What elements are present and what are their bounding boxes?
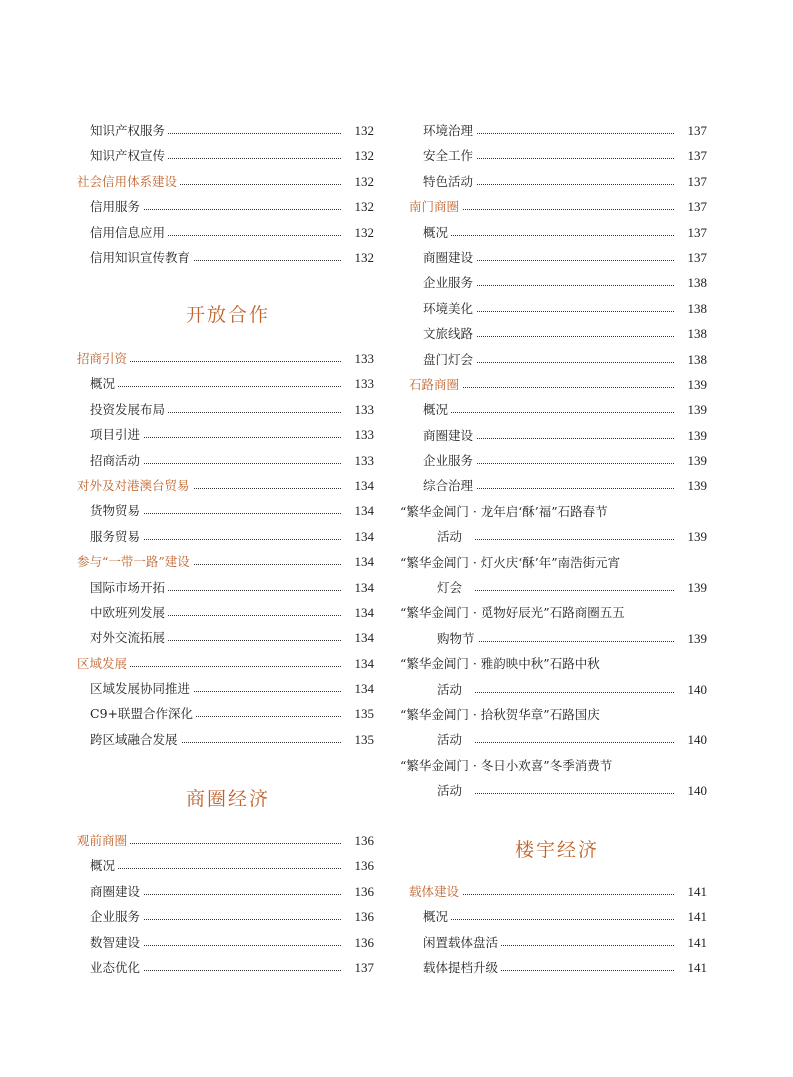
toc-entry-label: 灯会: [437, 575, 465, 600]
toc-entry: [400, 169, 720, 194]
toc-page-number: 141: [674, 879, 707, 904]
toc-page-number: 138: [674, 296, 707, 321]
toc-entry-label: 活动: [437, 778, 465, 803]
toc-entry: [400, 245, 720, 270]
leader-dots: [475, 590, 696, 591]
toc-entry-label: 区域发展协同推进: [90, 676, 193, 701]
toc-entry: [0, 220, 385, 245]
leader-dots: [430, 894, 696, 895]
toc-page-number: 139: [674, 626, 707, 651]
toc-page-number: 138: [674, 270, 707, 295]
toc-entry-label: 国际市场开拓: [90, 575, 168, 600]
toc-entry: [0, 422, 385, 447]
toc-page-number: 139: [674, 372, 707, 397]
toc-entry-label: 闲置载体盘活: [423, 930, 501, 955]
toc-entry: [400, 423, 720, 448]
toc-entry-label: 参与“一带一路”建设: [77, 549, 193, 574]
section-title-louyu: 楼宇经济: [515, 839, 600, 861]
toc-page-number: 134: [341, 625, 374, 650]
toc-group-left-1: [0, 118, 385, 270]
section-title-kaifang: 开放合作: [186, 304, 271, 326]
toc-section-entry: [0, 828, 385, 853]
toc-page-number: 141: [674, 904, 707, 929]
toc-entry: [0, 600, 385, 625]
toc-entry-label: 商圈建设: [90, 879, 143, 904]
toc-entry: [0, 194, 385, 219]
toc-page-number: 141: [674, 930, 707, 955]
toc-entry-label: 盘门灯会: [423, 347, 476, 372]
toc-entry-label: 石路商圈: [409, 372, 462, 397]
leader-dots: [430, 209, 696, 210]
toc-entry: [0, 955, 385, 980]
toc-entry-label: 投资发展布局: [90, 397, 168, 422]
toc-page-number: 139: [674, 473, 707, 498]
toc-page-number: 137: [674, 245, 707, 270]
toc-page-number: 139: [674, 423, 707, 448]
toc-entry-label: 环境美化: [423, 296, 476, 321]
toc-page-number: 137: [674, 169, 707, 194]
toc-page-number: 134: [341, 473, 374, 498]
toc-group-right-2: [400, 879, 720, 981]
toc-entry: [0, 879, 385, 904]
toc-entry-label: 服务贸易: [90, 524, 143, 549]
toc-entry-label: 信用知识宣传教育: [90, 245, 193, 270]
toc-page-number: 134: [341, 498, 374, 523]
toc-page-number: 132: [341, 143, 374, 168]
toc-entry: [400, 778, 720, 803]
toc-entry: [400, 321, 720, 346]
toc-entry-label: 活动: [437, 524, 465, 549]
toc-entry-label: 概况: [90, 853, 118, 878]
toc-right-column: [400, 118, 720, 804]
toc-entry: [400, 524, 720, 549]
toc-entry: [400, 677, 720, 702]
toc-entry: [400, 702, 720, 727]
toc-entry-label: 社会信用体系建设: [77, 169, 180, 194]
toc-entry-label: 企业服务: [423, 270, 476, 295]
toc-page-number: 138: [674, 347, 707, 372]
leader-dots: [475, 793, 696, 794]
toc-right-column-2: [400, 879, 720, 981]
toc-entry-label: 信用服务: [90, 194, 143, 219]
toc-page-number: 138: [674, 321, 707, 346]
toc-entry: [400, 270, 720, 295]
toc-page-number: 134: [341, 600, 374, 625]
toc-page-number: 134: [341, 676, 374, 701]
toc-entry-label: “繁华金阊门 · 雅韵映中秋”石路中秋: [400, 651, 603, 676]
toc-entry-label: 商圈建设: [423, 245, 476, 270]
toc-page-number: 133: [341, 397, 374, 422]
toc-page-number: 133: [341, 422, 374, 447]
toc-entry: [0, 245, 385, 270]
toc-entry: [0, 853, 385, 878]
toc-section-entry: [0, 473, 385, 498]
toc-entry: [400, 727, 720, 752]
toc-page-number: 137: [341, 955, 374, 980]
toc-page-number: 137: [674, 194, 707, 219]
leader-dots: [475, 641, 696, 642]
toc-page-number: 134: [341, 651, 374, 676]
toc-entry-label: 招商引资: [77, 346, 130, 371]
toc-page-number: 137: [674, 118, 707, 143]
toc-entry-label: 货物贸易: [90, 498, 143, 523]
toc-entry: [0, 498, 385, 523]
toc-left-column-3: [0, 828, 385, 980]
toc-section-entry: [0, 549, 385, 574]
section-title-shangquan: 商圈经济: [186, 788, 271, 810]
toc-group-right-1: [400, 118, 720, 804]
toc-page-number: 136: [341, 879, 374, 904]
toc-left-column: [0, 118, 385, 270]
toc-entry: [0, 904, 385, 929]
toc-section-entry: [400, 194, 720, 219]
leader-dots: [430, 235, 696, 236]
toc-page-number: 134: [341, 524, 374, 549]
toc-page-number: 133: [341, 346, 374, 371]
toc-entry-label: 特色活动: [423, 169, 476, 194]
toc-entry: [400, 550, 720, 575]
toc-entry-label: “繁华金阊门 · 灯火庆‘酥’年”南浩街元宵: [400, 550, 623, 575]
toc-section-entry: [400, 879, 720, 904]
toc-page-number: 136: [341, 828, 374, 853]
toc-left-column-2: [0, 346, 385, 752]
leader-dots: [475, 692, 696, 693]
toc-entry-label: 企业服务: [90, 904, 143, 929]
toc-entry: [0, 701, 385, 726]
toc-page-number: 132: [341, 245, 374, 270]
toc-entry: [0, 625, 385, 650]
leader-dots: [90, 386, 345, 387]
toc-entry: [0, 118, 385, 143]
toc-entry: [400, 473, 720, 498]
toc-entry: [400, 753, 720, 778]
toc-entry-label: 综合治理: [423, 473, 476, 498]
toc-section-entry: [0, 651, 385, 676]
toc-entry: [0, 727, 385, 752]
toc-entry: [400, 296, 720, 321]
toc-page-number: 136: [341, 930, 374, 955]
toc-entry: [400, 397, 720, 422]
toc-entry-label: 区域发展: [77, 651, 130, 676]
toc-entry-label: 对外及对港澳台贸易: [77, 473, 193, 498]
toc-page-number: 137: [674, 220, 707, 245]
toc-page-number: 141: [674, 955, 707, 980]
toc-entry-label: 载体建设: [409, 879, 462, 904]
toc-entry-label: “繁华金阊门 · 龙年启‘酥’福”石路春节: [400, 499, 611, 524]
toc-entry-label: 企业服务: [423, 448, 476, 473]
toc-page-number: 134: [341, 575, 374, 600]
toc-page-number: 134: [341, 549, 374, 574]
toc-page-number: 132: [341, 220, 374, 245]
toc-page-number: 139: [674, 575, 707, 600]
toc-page-number: 132: [341, 194, 374, 219]
leader-dots: [90, 868, 345, 869]
toc-entry-label: 活动: [437, 677, 465, 702]
toc-entry: [0, 676, 385, 701]
toc-entry: [0, 397, 385, 422]
toc-entry: [400, 955, 720, 980]
toc-entry-label: 商圈建设: [423, 423, 476, 448]
toc-entry-label: 环境治理: [423, 118, 476, 143]
leader-dots: [430, 919, 696, 920]
toc-group-left-3: [0, 828, 385, 980]
leader-dots: [475, 742, 696, 743]
toc-page-number: 139: [674, 397, 707, 422]
toc-entry-label: 概况: [423, 904, 451, 929]
toc-page-number: 135: [341, 727, 374, 752]
toc-entry: [400, 118, 720, 143]
toc-section-entry: [0, 346, 385, 371]
toc-page-number: 140: [674, 677, 707, 702]
toc-entry-label: 对外交流拓展: [90, 625, 168, 650]
toc-entry: [400, 448, 720, 473]
toc-entry: [400, 575, 720, 600]
toc-entry-label: 南门商圈: [409, 194, 462, 219]
toc-entry: [0, 930, 385, 955]
toc-entry: [0, 371, 385, 396]
toc-entry: [400, 499, 720, 524]
toc-entry-label: 数智建设: [90, 930, 143, 955]
toc-entry-label: 购物节: [437, 626, 478, 651]
toc-entry-label: 知识产权服务: [90, 118, 168, 143]
toc-entry-label: “繁华金阊门 · 觅物好辰光”石路商圈五五: [400, 600, 628, 625]
toc-entry-label: “繁华金阊门 · 拾秋贺华章”石路国庆: [400, 702, 603, 727]
toc-entry: [400, 600, 720, 625]
leader-dots: [430, 412, 696, 413]
toc-page-number: 136: [341, 853, 374, 878]
toc-entry: [0, 448, 385, 473]
toc-entry-label: 载体提档升级: [423, 955, 501, 980]
toc-page-number: 132: [341, 169, 374, 194]
toc-entry-label: 观前商圈: [77, 828, 130, 853]
leader-dots: [475, 539, 696, 540]
toc-entry: [400, 904, 720, 929]
toc-page-number: 133: [341, 448, 374, 473]
toc-entry-label: 文旅线路: [423, 321, 476, 346]
toc-entry-label: 概况: [423, 397, 451, 422]
toc-entry: [400, 651, 720, 676]
toc-page-number: 135: [341, 701, 374, 726]
toc-entry-label: 中欧班列发展: [90, 600, 168, 625]
toc-page-number: 140: [674, 727, 707, 752]
toc-entry: [0, 143, 385, 168]
toc-section-entry: [400, 372, 720, 397]
toc-entry-label: 业态优化: [90, 955, 143, 980]
toc-entry-label: 信用信息应用: [90, 220, 168, 245]
toc-page-number: 139: [674, 448, 707, 473]
toc-entry: [400, 143, 720, 168]
toc-entry-label: C9+联盟合作深化: [90, 701, 196, 726]
toc-entry-label: 概况: [423, 220, 451, 245]
leader-dots: [430, 387, 696, 388]
toc-page-number: 139: [674, 524, 707, 549]
toc-entry-label: 招商活动: [90, 448, 143, 473]
toc-entry: [400, 220, 720, 245]
toc-page-number: 132: [341, 118, 374, 143]
toc-page-number: 137: [674, 143, 707, 168]
toc-entry-label: 知识产权宣传: [90, 143, 168, 168]
toc-section-entry: [0, 169, 385, 194]
toc-entry: [400, 930, 720, 955]
toc-entry-label: 活动: [437, 727, 465, 752]
toc-entry-label: 跨区域融合发展: [90, 727, 181, 752]
toc-page-number: 136: [341, 904, 374, 929]
toc-entry-label: 安全工作: [423, 143, 476, 168]
toc-entry: [400, 626, 720, 651]
toc-entry-label: 概况: [90, 371, 118, 396]
toc-entry-label: “繁华金阊门 · 冬日小欢喜”冬季消费节: [400, 753, 615, 778]
toc-page-number: 140: [674, 778, 707, 803]
toc-entry: [400, 347, 720, 372]
toc-page-number: 133: [341, 371, 374, 396]
toc-entry: [0, 575, 385, 600]
toc-group-left-2: [0, 346, 385, 752]
toc-entry: [0, 524, 385, 549]
toc-entry-label: 项目引进: [90, 422, 143, 447]
